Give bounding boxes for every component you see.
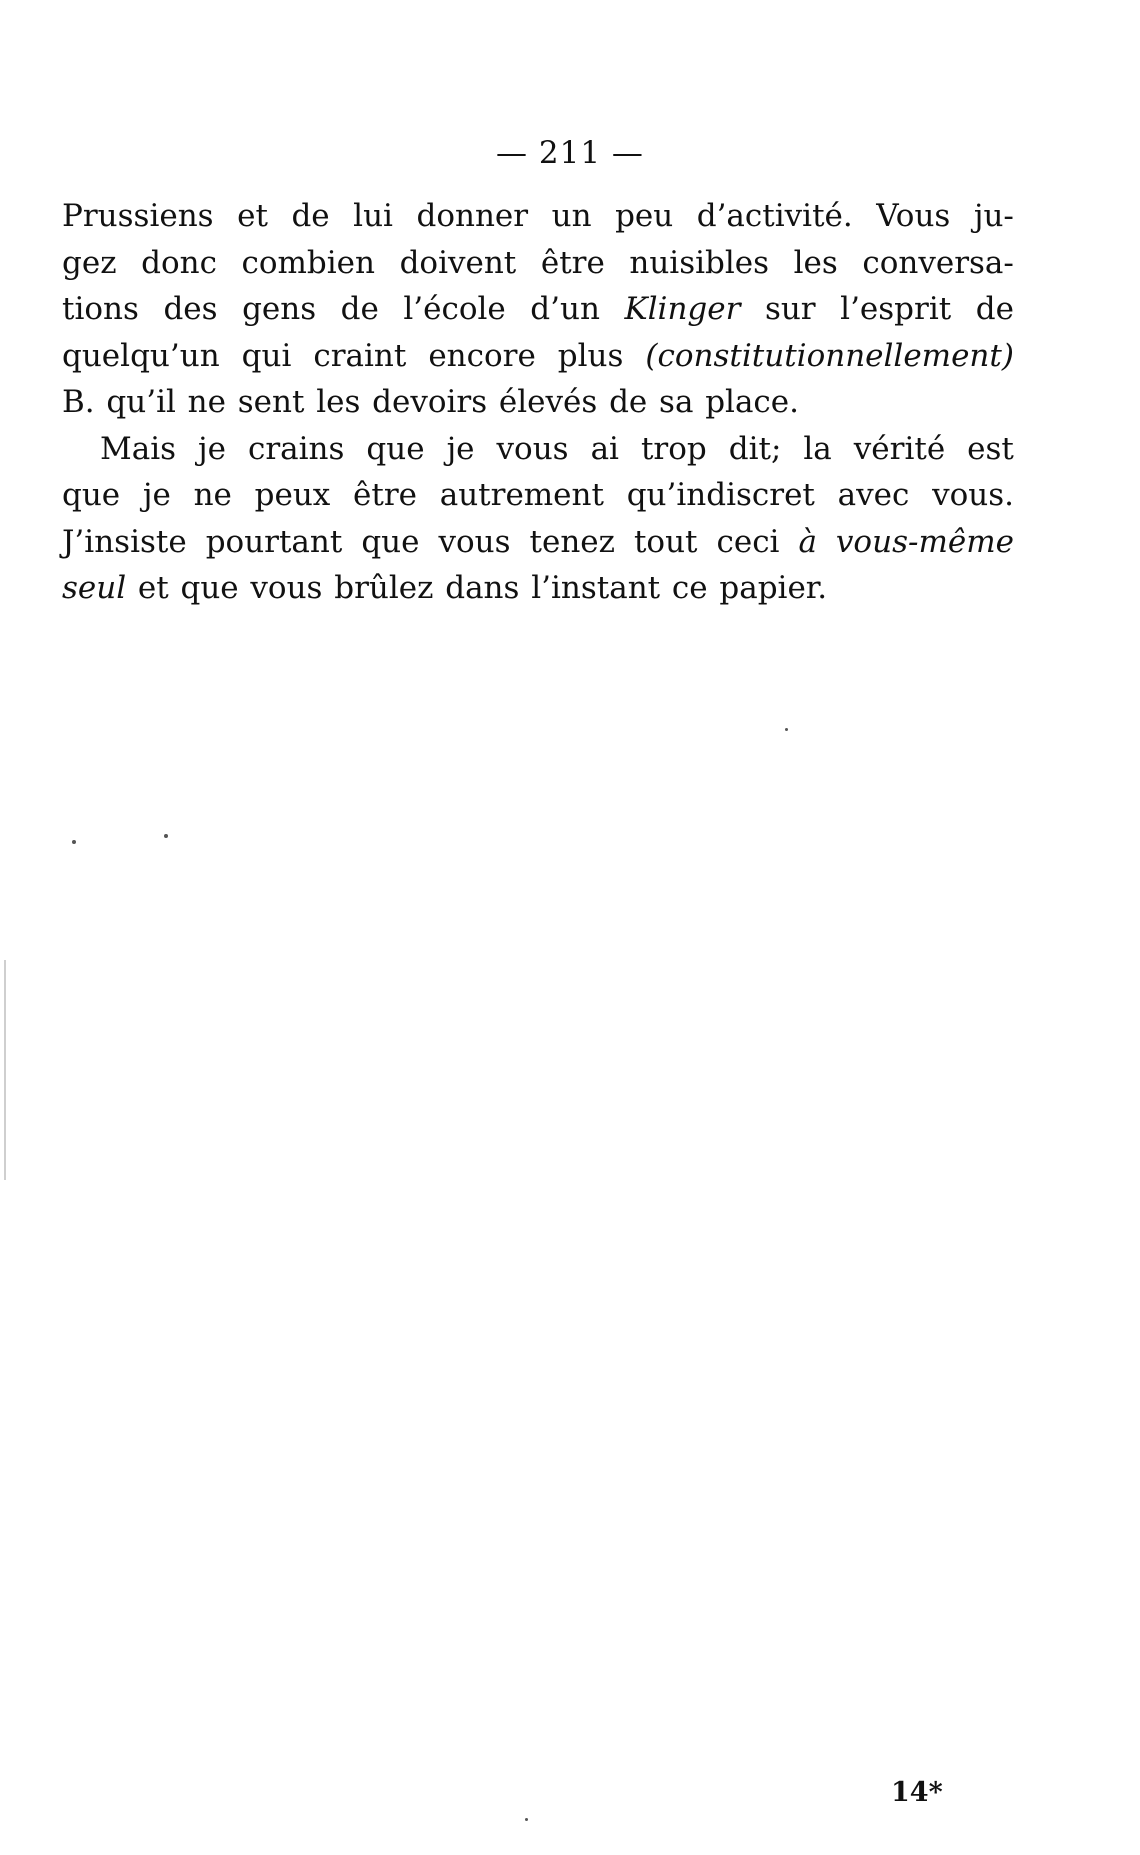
word: les <box>793 244 838 281</box>
word: quelqu’un <box>62 337 220 374</box>
word: vous <box>250 570 323 606</box>
word: de <box>340 291 379 327</box>
word: sur <box>764 291 816 327</box>
word: vous <box>438 523 511 560</box>
word: est <box>967 430 1014 467</box>
italic-word: vous-même <box>835 523 1014 560</box>
signature-mark: 14* <box>891 1777 943 1808</box>
word: brûlez <box>334 570 434 606</box>
word: pourtant <box>205 523 343 560</box>
word: B. <box>62 384 95 420</box>
word: d’un <box>530 291 600 327</box>
word: Prussiens <box>62 198 214 234</box>
word: élevés <box>498 384 598 420</box>
word: peux <box>254 477 331 513</box>
italic-word: (constitutionnellement) <box>645 337 1014 374</box>
word: donc <box>141 244 217 281</box>
word: de <box>609 384 648 420</box>
word: ne <box>187 384 226 420</box>
scan-speck <box>164 834 168 838</box>
word: trop <box>640 430 707 467</box>
word: doivent <box>399 244 517 281</box>
word: J’insiste <box>62 523 187 560</box>
scan-speck <box>785 728 788 731</box>
scan-speck <box>525 1818 528 1821</box>
word: je <box>198 430 226 467</box>
text-line <box>62 240 1014 287</box>
word: que <box>361 523 420 560</box>
italic-word: Klinger <box>624 291 741 327</box>
word: vous. <box>932 477 1014 513</box>
text-line <box>62 565 1014 612</box>
word: être <box>353 477 417 513</box>
word: que <box>62 477 121 513</box>
word: de <box>975 291 1014 327</box>
word: craint <box>313 337 407 374</box>
scan-speck <box>72 840 76 844</box>
word: des <box>163 291 218 327</box>
word: gens <box>242 291 317 327</box>
word: sa <box>659 384 694 420</box>
page-number-header: — 211 — <box>496 135 644 171</box>
word: tions <box>62 291 139 327</box>
word: tout <box>633 523 698 560</box>
word: peu <box>615 198 674 234</box>
word: d’activité. <box>696 198 853 234</box>
word: combien <box>241 244 375 281</box>
word: être <box>540 244 605 281</box>
word: devoirs <box>372 384 488 420</box>
word: autrement <box>439 477 604 513</box>
word: encore <box>428 337 536 374</box>
word: ce <box>671 570 708 606</box>
word: qui <box>241 337 292 374</box>
word: et <box>137 570 169 606</box>
word: avec <box>837 477 910 513</box>
word: vous <box>496 430 569 467</box>
word: un <box>551 198 592 234</box>
word: ju- <box>973 198 1014 234</box>
text-line <box>62 519 1014 566</box>
word: qu’il <box>106 384 176 420</box>
word: l’école <box>403 291 506 327</box>
word: nuisibles <box>629 244 770 281</box>
text-line <box>62 379 1014 426</box>
word: crains <box>247 430 345 467</box>
word: ai <box>590 430 619 467</box>
word: donner <box>416 198 529 234</box>
word: plus <box>557 337 624 374</box>
text-line <box>62 472 1014 519</box>
word: la <box>803 430 832 467</box>
word: qu’indiscret <box>626 477 815 513</box>
word: les <box>316 384 361 420</box>
word: lui <box>353 198 393 234</box>
scan-edge-artifact <box>4 960 6 1180</box>
text-line <box>62 286 1014 333</box>
word: conversa- <box>862 244 1014 281</box>
word: je <box>446 430 475 467</box>
word: papier. <box>719 570 828 606</box>
body-text <box>62 193 1014 612</box>
text-line <box>62 426 1014 473</box>
word: je <box>142 477 171 513</box>
word: gez <box>62 244 117 281</box>
word: et <box>237 198 268 234</box>
word: l’esprit <box>840 291 952 327</box>
text-line <box>62 193 1014 240</box>
word: que <box>366 430 425 467</box>
word: Mais <box>100 430 177 467</box>
word: ceci <box>716 523 780 560</box>
italic-word: seul <box>62 570 127 606</box>
word: de <box>291 198 330 234</box>
word: place. <box>705 384 799 420</box>
word: l’instant <box>531 570 661 606</box>
word: ne <box>193 477 232 513</box>
word: tenez <box>529 523 615 560</box>
text-line <box>62 333 1014 380</box>
word: dans <box>445 570 520 606</box>
word: que <box>180 570 239 606</box>
word: sent <box>237 384 305 420</box>
word: Vous <box>876 198 951 234</box>
word: vérité <box>853 430 946 467</box>
italic-word: à <box>798 523 817 560</box>
word: dit; <box>728 430 782 467</box>
